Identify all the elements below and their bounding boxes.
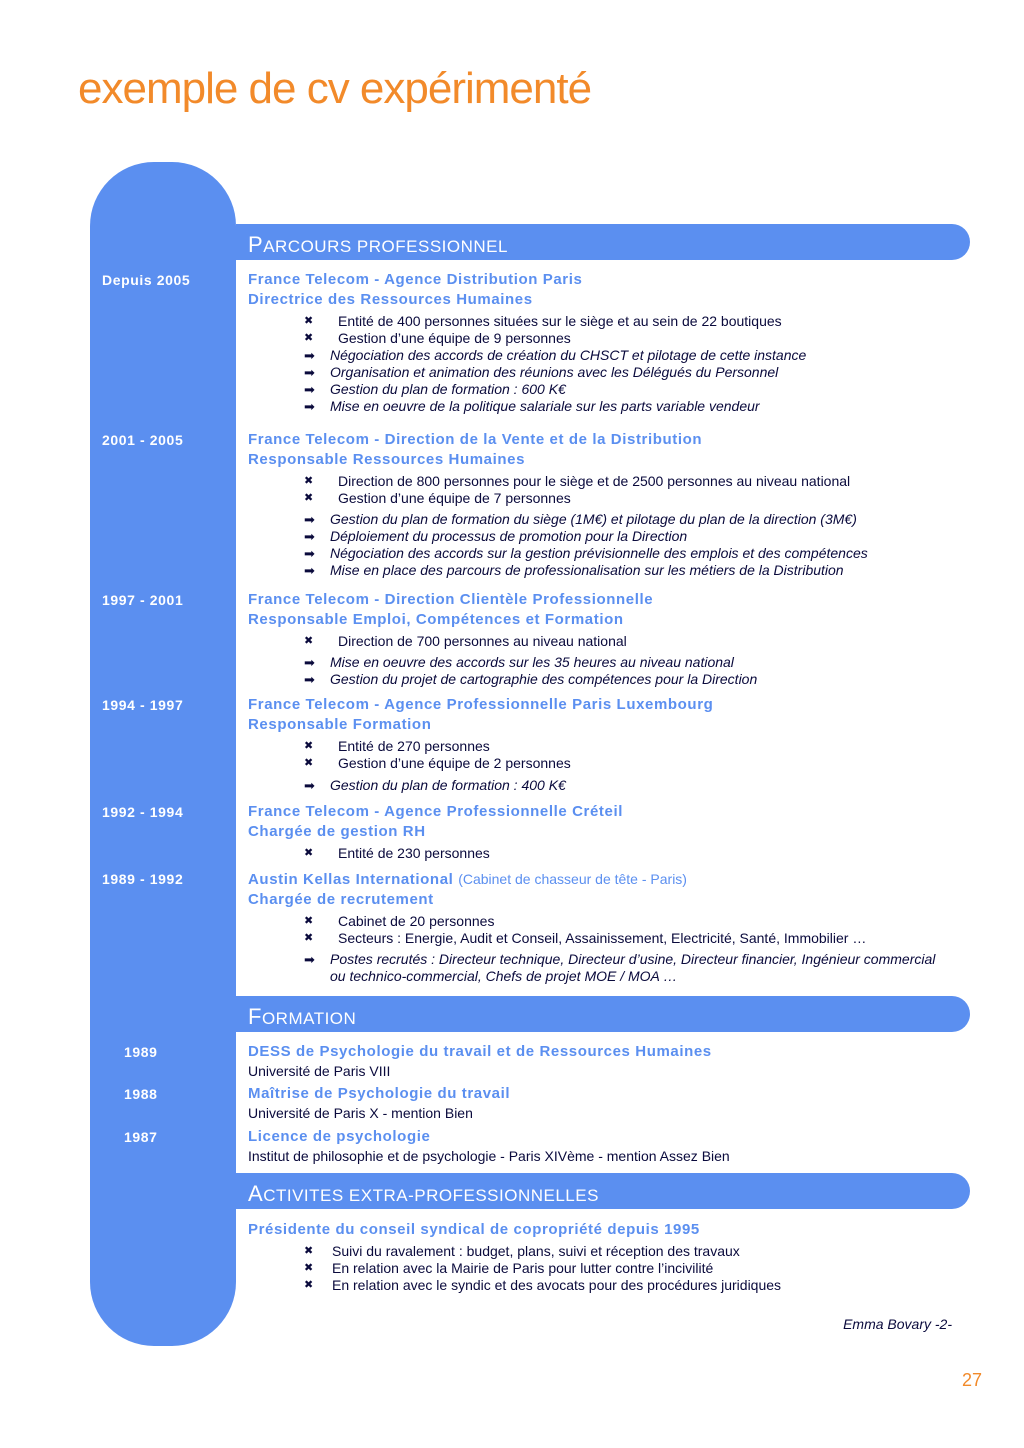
job-date: 1994 - 1997 xyxy=(102,697,184,713)
education-school: Université de Paris X - mention Bien xyxy=(248,1105,473,1121)
arrow-bullet-icon: ➡ xyxy=(304,778,315,793)
arrow-bullet-icon: ➡ xyxy=(304,529,315,544)
sidebar-timeline xyxy=(90,162,236,1346)
job-date: 1992 - 1994 xyxy=(102,804,184,820)
job-role: Responsable Formation xyxy=(248,716,432,733)
cross-bullet-icon: ✖ xyxy=(304,1262,314,1274)
section-title-parcours: PARCOURS PROFESSIONNEL xyxy=(248,232,508,257)
fact-item: ✖ Direction de 800 personnes pour le siège et de 2500 personnes au niveau national xyxy=(304,473,851,489)
arrow-bullet-icon: ➡ xyxy=(304,655,315,670)
fact-item: ✖ Entité de 400 personnes situées sur le siège et au sein de 22 boutiques xyxy=(304,313,782,329)
job-org: France Telecom - Agence Distribution Paris xyxy=(248,271,583,288)
section-bar-activites xyxy=(236,1173,970,1209)
achievement-item: ➡ Gestion du plan de formation du siège (1M€) et pilotage du plan de la direction (3M€) xyxy=(304,511,857,527)
job-org: France Telecom - Direction de la Vente et de la Distribution xyxy=(248,431,703,448)
cross-bullet-icon: ✖ xyxy=(304,475,314,487)
fact-item: ✖ Secteurs : Energie, Audit et Conseil, Assainissement, Electricité, Santé, Immobilier … xyxy=(304,930,867,946)
job-role: Chargée de gestion RH xyxy=(248,823,426,840)
arrow-bullet-icon: ➡ xyxy=(304,672,315,687)
job-org: France Telecom - Direction Clientèle Professionnelle xyxy=(248,591,654,608)
achievement-item: ➡ Postes recrutés : Directeur technique, Directeur d’usine, Directeur financier, Ingénieur commercial ou technico-commercial, Chefs de projet MOE / MOA … xyxy=(304,951,936,984)
section-title-activites: ACTIVITES EXTRA-PROFESSIONNELLES xyxy=(248,1181,599,1206)
education-year: 1988 xyxy=(124,1086,158,1102)
achievement-item: ➡ Négociation des accords sur la gestion prévisionnelle des emplois et des compétences xyxy=(304,545,868,561)
arrow-bullet-icon: ➡ xyxy=(304,563,315,578)
cross-bullet-icon: ✖ xyxy=(304,315,314,327)
education-degree: Licence de psychologie xyxy=(248,1128,431,1145)
cross-bullet-icon: ✖ xyxy=(304,635,314,647)
cross-bullet-icon: ✖ xyxy=(304,332,314,344)
education-degree: Maîtrise de Psychologie du travail xyxy=(248,1085,511,1102)
arrow-bullet-icon: ➡ xyxy=(304,348,315,363)
fact-item: ✖ Direction de 700 personnes au niveau national xyxy=(304,633,627,649)
job-entry xyxy=(248,590,968,688)
page-number: 27 xyxy=(961,1370,982,1390)
page-title: exemple de cv expérimenté xyxy=(78,64,592,113)
activity-item: ✖ En relation avec le syndic et des avocats pour des procédures juridiques xyxy=(304,1277,782,1293)
cross-bullet-icon: ✖ xyxy=(304,740,314,752)
fact-item: ✖ Gestion d’une équipe de 7 personnes xyxy=(304,490,571,506)
education-year: 1987 xyxy=(124,1129,158,1145)
arrow-bullet-icon: ➡ xyxy=(304,382,315,397)
fact-item: ✖ Entité de 230 personnes xyxy=(304,845,490,861)
achievement-item: ➡ Organisation et animation des réunions avec les Délégués du Personnel xyxy=(304,364,779,380)
education-entry xyxy=(248,1042,968,1080)
achievement-item: ➡ Gestion du projet de cartographie des compétences pour la Direction xyxy=(304,671,758,687)
activities-heading: Présidente du conseil syndical de copropriété depuis 1995 xyxy=(248,1221,700,1238)
achievement-item: ➡ Gestion du plan de formation : 600 K€ xyxy=(304,381,566,397)
job-entry xyxy=(248,869,968,985)
job-org: France Telecom - Agence Professionnelle Créteil xyxy=(248,803,623,820)
job-entry xyxy=(248,430,968,579)
achievement-item: ➡ Mise en oeuvre des accords sur les 35 heures au niveau national xyxy=(304,654,734,670)
job-date: Depuis 2005 xyxy=(102,272,191,288)
cross-bullet-icon: ✖ xyxy=(304,847,314,859)
activity-item: ✖ Suivi du ravalement : budget, plans, suivi et réception des travaux xyxy=(304,1243,740,1259)
job-org-note: (Cabinet de chasseur de tête - Paris) xyxy=(458,871,687,887)
achievement-item: ➡ Négociation des accords de création du CHSCT et pilotage de cette instance xyxy=(304,347,807,363)
arrow-bullet-icon: ➡ xyxy=(304,952,315,967)
job-entry xyxy=(248,270,968,415)
cross-bullet-icon: ✖ xyxy=(304,932,314,944)
activities-entry xyxy=(248,1220,968,1294)
job-date: 1997 - 2001 xyxy=(102,592,184,608)
section-bar-formation xyxy=(236,996,970,1032)
cross-bullet-icon: ✖ xyxy=(304,915,314,927)
cross-bullet-icon: ✖ xyxy=(304,1245,314,1257)
education-degree: DESS de Psychologie du travail et de Ressources Humaines xyxy=(248,1043,712,1060)
job-date: 2001 - 2005 xyxy=(102,432,184,448)
fact-item: ✖ Cabinet de 20 personnes xyxy=(304,913,495,929)
arrow-bullet-icon: ➡ xyxy=(304,365,315,380)
job-role: Responsable Emploi, Compétences et Formation xyxy=(248,611,624,628)
fact-item: ✖ Entité de 270 personnes xyxy=(304,738,490,754)
cross-bullet-icon: ✖ xyxy=(304,1279,314,1291)
footer-signature: Emma Bovary -2- xyxy=(843,1316,952,1332)
arrow-bullet-icon: ➡ xyxy=(304,546,315,561)
cross-bullet-icon: ✖ xyxy=(304,757,314,769)
cross-bullet-icon: ✖ xyxy=(304,492,314,504)
education-year: 1989 xyxy=(124,1044,158,1060)
job-role: Responsable Ressources Humaines xyxy=(248,451,526,468)
education-entry xyxy=(248,1084,968,1122)
section-title-formation: FORMATION xyxy=(248,1004,357,1029)
job-role: Directrice des Ressources Humaines xyxy=(248,291,533,308)
job-role: Chargée de recrutement xyxy=(248,891,434,908)
arrow-bullet-icon: ➡ xyxy=(304,399,315,414)
section-bar-parcours xyxy=(236,224,970,260)
job-entry xyxy=(248,695,968,794)
job-entry xyxy=(248,802,968,862)
fact-item: ✖ Gestion d’une équipe de 9 personnes xyxy=(304,330,571,346)
fact-item: ✖ Gestion d’une équipe de 2 personnes xyxy=(304,755,571,771)
job-org: Austin Kellas International (Cabinet de chasseur de tête - Paris) xyxy=(248,871,687,888)
achievement-item: ➡ Gestion du plan de formation : 400 K€ xyxy=(304,777,566,793)
education-school: Institut de philosophie et de psychologie - Paris XIVème - mention Assez Bien xyxy=(248,1148,730,1164)
education-school: Université de Paris VIII xyxy=(248,1063,391,1079)
arrow-bullet-icon: ➡ xyxy=(304,512,315,527)
job-date: 1989 - 1992 xyxy=(102,871,184,887)
achievement-item: ➡ Déploiement du processus de promotion pour la Direction xyxy=(304,528,688,544)
job-org: France Telecom - Agence Professionnelle Paris Luxembourg xyxy=(248,696,714,713)
achievement-item: ➡ Mise en oeuvre de la politique salariale sur les parts variable vendeur xyxy=(304,398,760,414)
education-entry xyxy=(248,1127,968,1165)
achievement-item: ➡ Mise en place des parcours de professionalisation sur les métiers de la Distribution xyxy=(304,562,844,578)
activity-item: ✖ En relation avec la Mairie de Paris pour lutter contre l’incivilité xyxy=(304,1260,714,1276)
